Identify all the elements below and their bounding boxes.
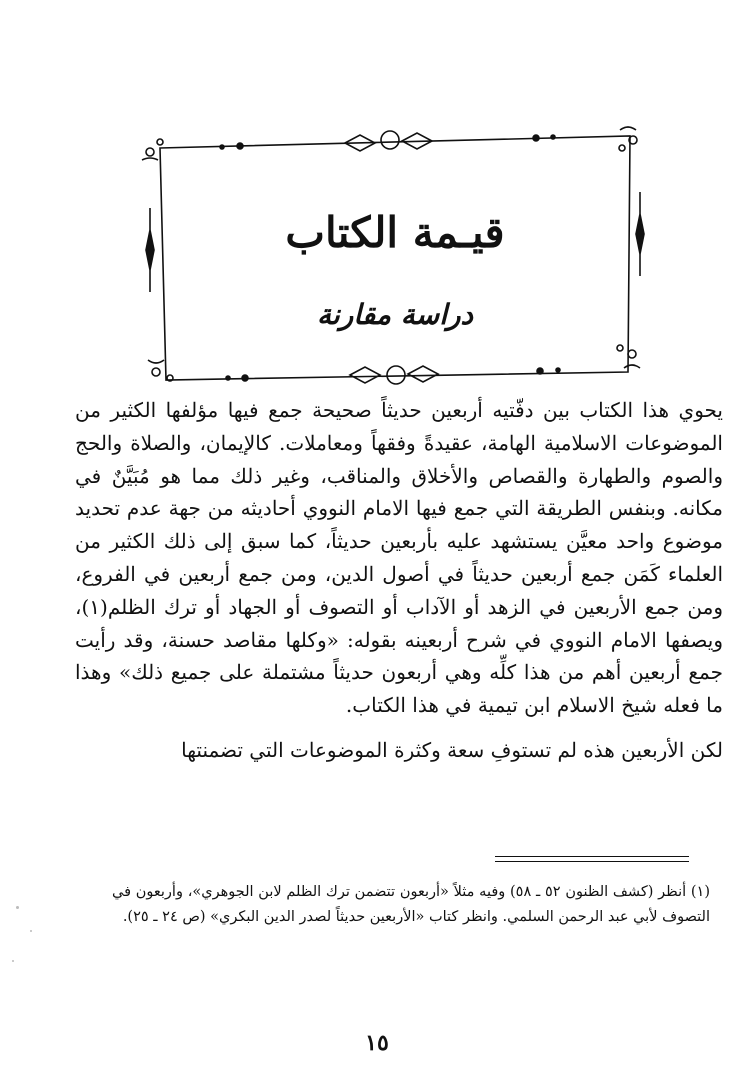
body-text <box>75 394 723 767</box>
corner-flourish-top-right <box>619 127 637 151</box>
bottom-ornament <box>226 366 560 384</box>
body-paragraph: لكن الأربعين هذه لم تستوفِ سعة وكثرة الموضوعات التي تضمنتها <box>181 737 723 762</box>
footnote-separator <box>495 856 689 857</box>
footnote-separator <box>495 861 689 862</box>
left-side-ornament <box>146 208 154 292</box>
page-number: ١٥ <box>365 1030 389 1056</box>
scan-noise <box>12 960 14 962</box>
corner-flourish-bottom-left <box>148 360 173 381</box>
chapter-title: قيـمة الكتاب <box>285 208 505 257</box>
footnote <box>112 880 710 930</box>
scan-noise <box>16 906 19 909</box>
right-side-ornament <box>636 192 644 276</box>
footnote-text: (١) أنظر (كشف الظنون ٥٢ ـ ٥٨) وفيه مثلاً «أربعون تتضمن ترك الظلم لابن الجوهري»، وأربعون في التصوف لأبي عبد الرحمن السلمي. وانظر كتاب «الأربعين حديثاً لصدر الدين البكري» (ص ٢٤ ـ ٢٥). <box>112 884 711 925</box>
top-ornament <box>220 131 555 151</box>
chapter-subtitle: دراسة مقارنة <box>316 298 473 331</box>
scan-noise <box>30 930 32 932</box>
body-paragraph: يحوي هذا الكتاب بين دفّتيه أربعين حديثاً صحيحة جمع فيها مؤلفها الكثير من الموضوعات الاسلامية الهامة، عقيدةً وفقهاً ومعاملات. كالإيمان، والصلاة والحج والصوم والطهارة والقصاص والأخلاق والمناقب، وغير ذلك مما هو مُبَيَّنٌ في مكانه. وبنفس الطريقة التي جمع فيها الامام النووي أحاديثه من جهة عدم تحديد موضوع واحد معيَّن يستشهد عليه بأربعين حديثاً، كما سبق إلى ذلك الكثير من العلماء كَمَن جمع أربعين حديثاً في أصول الدين، ومن جمع أربعين في الفروع، ومن جمع الأربعين في الزهد أو الآداب أو التصوف أو الجهاد أو ترك الظلم(١)، ويصفها الامام النووي في شرح أربعينه بقوله: «وكلها مقاصد حسنة، وقد رأيت جمع أربعين أهم من هذا كلِّه وهي أربعون حديثاً مشتملة على جميع ذلك» وهذا ما فعله شيخ الاسلام ابن تيمية في هذا الكتاب. <box>75 398 723 718</box>
